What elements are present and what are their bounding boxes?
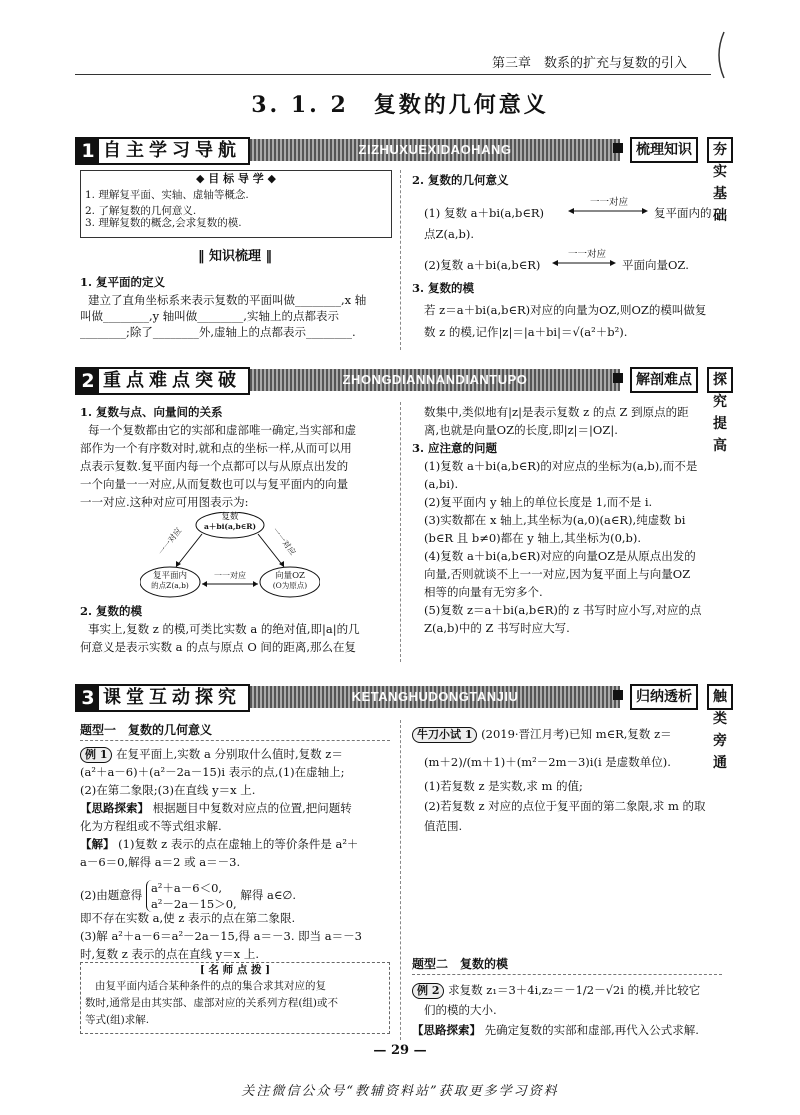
problem-type-heading: 题型二 复数的模 [412, 957, 509, 971]
s2-r3-line: 相等的向量有无穷多个. [424, 585, 543, 599]
silu-line [80, 798, 352, 818]
example-1-line [80, 744, 343, 764]
s1-p2a-line2: 点Z(a,b). [424, 227, 474, 241]
section-number: 1 [77, 139, 99, 163]
s2-p1-line: 点表示复数.复平面内每一个点都可以与从原点出发的 [80, 459, 349, 473]
s2-heading-1: 1. 复数与点、向量间的关系 [80, 405, 223, 419]
goal-item: 1. 理解复平面、实轴、虚轴等概念. [85, 189, 249, 201]
footer-note: 关注微信公众号“教辅资料站”获取更多学习资料 [241, 1084, 559, 1099]
niudao-badge: 牛刀小试 1 [412, 727, 477, 743]
s2-p2-line: 何意义是表示实数 a 的点与原点 O 间的距离,那么在复 [80, 640, 357, 654]
diagram-node-point [140, 571, 200, 591]
solution-line [80, 834, 358, 854]
s1-heading-2: 2. 复数的几何意义 [412, 173, 509, 187]
chapter-header: 第三章 数系的扩充与复数的引入 [492, 56, 688, 71]
s1-para-line: 叫做________,y 轴叫做________,实轴上的点都表示 [80, 309, 339, 323]
teacher-tip-line: 由复平面内适合某种条件的点的集合求其对应的复 [95, 980, 326, 992]
goals-box [80, 170, 392, 238]
section-name: 自主学习导航 [103, 140, 241, 161]
diagram-text: 复数 [221, 512, 239, 522]
page-bracket-decoration [712, 30, 730, 80]
s1-para-line: ________;除了________外,虚轴上的点都表示________. [80, 325, 356, 339]
example-2-line [412, 980, 700, 1000]
s1-p2a-end: 复平面内的 [654, 206, 712, 220]
s2-r3-line: (4)复数 a＋bi(a,b∈R)对应的向量OZ是从原点出发的 [424, 549, 696, 563]
niudao-line: (m＋2)/(m＋1)＋(m²－2m－3)i(i 是虚数单位). [424, 755, 671, 769]
example-1-line: (a²＋a－6)＋(a²－2a－15)i 表示的点,(1)在虚轴上; [80, 765, 345, 779]
section-tag: 归纳透析 [630, 684, 698, 710]
section-tag: 解剖难点 [630, 367, 698, 393]
teacher-tip-line: 等式(组)求解. [85, 1014, 150, 1026]
section-pinyin: ZHONGDIANNANDIANTUPO [342, 372, 528, 387]
s2-r3-line: (a,bi). [424, 477, 459, 491]
solution-line: 时,复数 z 表示的点在直线 y＝x 上. [80, 947, 259, 961]
banner-square-icon [613, 690, 623, 700]
arrow-label: 一一对应 [568, 249, 607, 260]
silu-text: 根据题目中复数对应点的位置,把问题转 [152, 801, 352, 815]
example-text: 在复平面上,实数 a 分别取什么值时,复数 z＝ [116, 747, 343, 761]
section-name: 重点难点突破 [103, 370, 241, 391]
diagram-text: 复平面内 [152, 571, 187, 581]
diagram-node-complex [196, 512, 264, 532]
section-tag: 探究提高 [707, 367, 733, 393]
system-eq: a²＋a－6＜0, [150, 881, 223, 895]
silu-text: 先确定复数的实部和虚部,再代入公式求解. [484, 1023, 699, 1037]
solution-line: 即不存在实数 a,使 z 表示的点在第二象限. [80, 911, 296, 925]
example-text: 求复数 z₁＝3＋4i,z₂＝－1/2－√2i 的模,并比较它 [448, 983, 701, 997]
silu2-line [412, 1020, 699, 1040]
s1-heading-3: 3. 复数的模 [412, 281, 475, 295]
dashed-rule [412, 974, 722, 976]
silu-label: 【思路探索】 [412, 1023, 481, 1037]
solution-label: 【解】 [80, 837, 115, 851]
s2-r3-line: Z(a,b)中的 Z 书写时应大写. [424, 621, 570, 635]
s2-p1-line: 一一对应.这种对应可用图表示为: [80, 495, 249, 509]
example-badge: 例 1 [80, 747, 112, 763]
solution-line: (3)解 a²＋a－6＝a²－2a－15,得 a＝－3. 即当 a＝－3 [80, 929, 362, 943]
banner-square-icon [613, 373, 623, 383]
section-tag: 夯实基础 [707, 137, 733, 163]
lesson-title: 3. 1. 2 复数的几何意义 [251, 92, 549, 118]
section-title-box [75, 137, 250, 165]
solution-text: (2)由题意得 [80, 888, 143, 902]
example-2-line: 们的模的大小. [424, 1003, 497, 1017]
s2-r3-line: (3)实数都在 x 轴上,其坐标为(a,0)(a∈R),纯虚数 bi [424, 513, 686, 527]
s1-p2b-end: 平面向量OZ. [622, 258, 689, 272]
system-eq: a²－2a－15＞0, [150, 897, 237, 911]
zhishi-shuli-heading: ‖ 知识梳理 ‖ [197, 249, 273, 264]
problem-type-heading: 题型一 复数的几何意义 [80, 723, 213, 737]
section-number: 3 [77, 686, 99, 710]
s2-r3-line: (2)复平面内 y 轴上的单位长度是 1,而不是 i. [424, 495, 653, 509]
niudao-line: 值范围. [424, 819, 463, 833]
header-rule [75, 74, 711, 75]
niudao-line: (2)若复数 z 对应的点位于复平面的第二象限,求 m 的取 [424, 799, 706, 813]
diagram-text: 向量OZ [275, 571, 305, 581]
diagram-edge-label: 一一对应 [214, 571, 246, 580]
diagram-text: (O为原点) [272, 581, 308, 590]
s1-para-line: 建立了直角坐标系来表示复数的平面叫做________,x 轴 [88, 293, 367, 307]
arrow-label: 一一对应 [590, 197, 629, 208]
s2-p2-line: 事实上,复数 z 的模,可类比实数 a 的绝对值,即|a|的几 [88, 622, 360, 636]
silu-label: 【思路探索】 [80, 801, 149, 815]
s1-heading-1: 1. 复平面的定义 [80, 275, 166, 289]
s2-r3-line: (1)复数 a＋bi(a,b∈R)的对应点的坐标为(a,b),而不是 [424, 459, 698, 473]
niudao-text: (2019·晋江月考)已知 m∈R,复数 z＝ [481, 727, 672, 741]
s2-r3-line: (b∈R 且 b≠0)都在 y 轴上,其坐标为(0,b). [424, 531, 642, 545]
goals-title: ◆ 目 标 导 学 ◆ [195, 172, 277, 185]
solution-text: 解得 a∈∅. [240, 888, 297, 902]
diagram-node-vector [260, 571, 320, 591]
s1-p2b: (2)复数 a＋bi(a,b∈R) [424, 258, 541, 272]
niudao-line [412, 724, 672, 744]
niudao-line: (1)若复数 z 是实数,求 m 的值; [424, 779, 583, 793]
double-arrow-icon [552, 259, 616, 267]
s1-p3-line: 数 z 的模,记作|z|＝|a＋bi|＝√(a²＋b²). [424, 325, 628, 339]
section-tag: 梳理知识 [630, 137, 698, 163]
teacher-tip-box [80, 962, 390, 1034]
column-divider [400, 170, 401, 350]
correspondence-diagram [140, 512, 320, 598]
diagram-text: 的点Z(a,b) [151, 581, 189, 590]
double-arrow-icon [568, 207, 648, 215]
s2-p1-line: 每一个复数都由它的实部和虚部唯一确定,当实部和虚 [88, 423, 357, 437]
s2-p1-line: 一个向量一一对应,从而复数也可以与复平面内的向量 [80, 477, 349, 491]
solution-text: (1)复数 z 表示的点在虚轴上的等价条件是 a²＋ [118, 837, 359, 851]
page-number: — 29 — [373, 1043, 427, 1058]
solution-line: a－6＝0,解得 a＝2 或 a＝－3. [80, 855, 241, 869]
section-name: 课堂互动探究 [103, 687, 241, 708]
column-divider [400, 402, 401, 662]
dashed-rule [80, 740, 390, 742]
s2-p1-line: 部作为一个有序数对时,就和点的坐标一样,从而可以用 [80, 441, 352, 455]
s1-p3-line: 若 z＝a＋bi(a,b∈R)对应的向量为OZ,则OZ的模叫做复 [424, 303, 707, 317]
s2-r3-line: (5)复数 z＝a＋bi(a,b∈R)的 z 书写时应小写,对应的点 [424, 603, 702, 617]
example-1-line: (2)在第二象限;(3)在直线 y＝x 上. [80, 783, 256, 797]
section-tag: 触类旁通 [707, 684, 733, 710]
banner-square-icon [613, 143, 623, 153]
goal-item: 2. 了解复数的几何意义. [85, 205, 197, 217]
diagram-edge-label: 一一对应 [270, 526, 298, 557]
diagram-edge-label: 一一对应 [156, 526, 184, 557]
s1-p2a: (1) 复数 a＋bi(a,b∈R) [424, 206, 545, 220]
s2-r3-line: 向量,否则就谈不上一一对应,因为复平面上与向量OZ [424, 567, 691, 581]
section-title-box [75, 684, 250, 712]
silu-line: 化为方程组或不等式组求解. [80, 819, 222, 833]
teacher-tip-title: [ 名 师 点 拨 ] [199, 964, 271, 976]
section-pinyin: KETANGHUDONGTANJIU [351, 689, 519, 704]
s2-r1-line: 数集中,类似地有|z|是表示复数 z 的点 Z 到原点的距 [424, 405, 689, 419]
s2-r1-line: 离,也就是向量OZ的长度,即|z|＝|OZ|. [424, 423, 618, 437]
s2-heading-3: 3. 应注意的问题 [412, 441, 498, 455]
column-divider [400, 720, 401, 1040]
section-title-box [75, 367, 250, 395]
section-number: 2 [77, 369, 99, 393]
teacher-tip-line: 数时,通常是由其实部、虚部对应的关系列方程(组)或不 [85, 997, 339, 1009]
goal-item: 3. 理解复数的概念,会求复数的模. [85, 217, 242, 229]
diagram-text: a＋bi(a,b∈R) [203, 522, 257, 531]
s2-heading-2: 2. 复数的模 [80, 604, 143, 618]
example-badge: 例 2 [412, 983, 444, 999]
section-pinyin: ZIZHUXUEXIDAOHANG [358, 142, 512, 157]
